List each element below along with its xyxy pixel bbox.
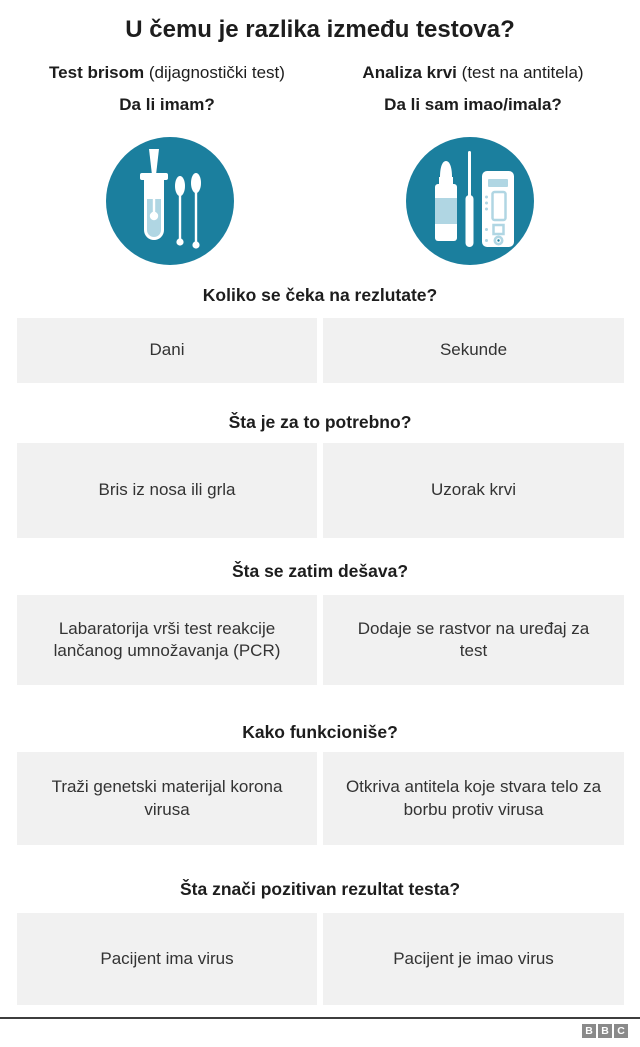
- box-text: Uzorak krvi: [430, 480, 516, 500]
- comparison-box-right: [323, 443, 624, 538]
- bbc-logo-block: B: [598, 1024, 612, 1038]
- box-text: Sekunde: [439, 340, 508, 360]
- section-heading-what-happens-next: Šta se zatim dešava?: [231, 561, 409, 581]
- comparison-box-left: [17, 318, 317, 383]
- test-name-right: Analiza krvi: [362, 63, 457, 82]
- box-text: Dodaje se rastvor na uređaj za test: [357, 618, 590, 660]
- swab-and-test-tube-svg: [106, 137, 234, 265]
- comparison-box-right: [323, 318, 624, 383]
- box-text: Dani: [149, 340, 185, 360]
- dropper-pipette-test-cassette-icon: [406, 137, 534, 265]
- section-heading-results-wait: Koliko se čeka na rezlutate?: [202, 285, 438, 305]
- comparison-box-right: [323, 752, 624, 845]
- test-type-right: (test na antitela): [461, 63, 584, 82]
- comparison-box-left: [17, 752, 317, 845]
- column-header-right: [323, 63, 623, 83]
- column-header-left: [17, 63, 317, 83]
- box-text: Pacijent je imao virus: [393, 948, 554, 968]
- box-text: Bris iz nosa ili grla: [98, 480, 236, 500]
- comparison-box-right: [323, 913, 624, 1005]
- column-question-right: Da li sam imao/imala?: [384, 95, 562, 114]
- bbc-logo: [582, 1024, 628, 1038]
- footer-divider: [0, 1017, 640, 1019]
- bbc-logo-block: B: [582, 1024, 596, 1038]
- section-heading-how-it-works: Kako funkcioniše?: [242, 722, 398, 742]
- test-type-left: (dijagnostički test): [148, 63, 285, 82]
- box-text: Pacijent ima virus: [100, 948, 234, 968]
- section-heading-what-needed: Šta je za to potrebno?: [228, 412, 412, 432]
- dropper-pipette-test-cassette-svg: [406, 137, 534, 265]
- test-name-left: Test brisom: [49, 63, 145, 82]
- page-title: U čemu je razlika između testova?: [125, 16, 515, 43]
- section-heading-positive-result: Šta znači pozitivan rezultat testa?: [179, 879, 461, 899]
- bbc-logo-block: C: [614, 1024, 628, 1038]
- column-question-left: Da li imam?: [119, 95, 215, 114]
- swab-and-test-tube-icon: [106, 137, 234, 265]
- box-text: Traži genetski materijal korona virusa: [51, 777, 283, 819]
- box-text: Labaratorija vrši test reakcije lančanog umnožavanja (PCR): [53, 618, 281, 660]
- comparison-box-left: [17, 595, 317, 685]
- comparison-box-left: [17, 443, 317, 538]
- comparison-box-right: [323, 595, 624, 685]
- box-text: Otkriva antitela koje stvara telo za borbu protiv virusa: [345, 777, 602, 819]
- comparison-box-left: [17, 913, 317, 1005]
